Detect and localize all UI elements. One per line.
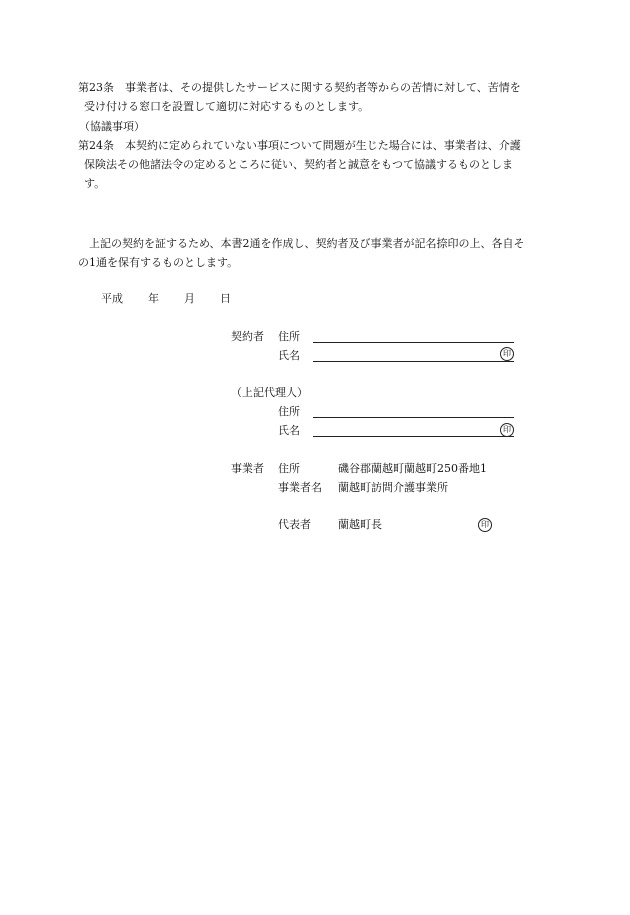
article-24-heading: （協議事項） [79,120,145,133]
business-address-label: 住所 [278,462,300,475]
agent-address-label: 住所 [278,405,300,418]
contractor-name-line [313,361,514,362]
contractor-role: 契約者 [231,330,264,343]
business-role: 事業者 [231,462,264,475]
business-address-value: 磯谷郡蘭越町蘭越町250番地1 [338,462,487,475]
business-name-value: 蘭越町訪問介護事業所 [338,481,448,494]
date-year: 年 [148,292,159,305]
article-23-line-1: 第23条 事業者は、その提供したサービスに関する契約者等からの苦情に対して、苦情を [78,81,521,94]
date-day: 日 [220,292,231,305]
contractor-seal-mark: 印 [500,347,514,361]
article-24-line-2: 保険法その他諸法令の定めるところに従い、契約者と誠意をもつて協議するものとしま [84,158,513,171]
agent-seal-mark: 印 [500,423,514,437]
business-rep-value: 蘭越町長 [338,518,382,531]
closing-line-2: の1通を保有するものとします。 [78,256,239,269]
business-name-label: 事業者名 [278,481,322,494]
contractor-address-label: 住所 [278,330,300,343]
article-24-line-1: 第24条 本契約に定められていない事項について問題が生じた場合には、事業者は、介護 [78,139,521,152]
agent-name-label: 氏名 [278,424,300,437]
agent-role: （上記代理人） [231,386,308,399]
article-24-line-3: す。 [84,177,106,190]
contractor-address-line [313,342,514,343]
article-23-line-2: 受け付ける窓口を設置して適切に対応するものとします。 [84,100,370,113]
agent-name-line [313,436,514,437]
closing-line-1: 上記の契約を証するため、本書2通を作成し、契約者及び事業者が記名捺印の上、各自そ [89,237,525,250]
date-era: 平成 [101,292,123,305]
agent-address-line [313,417,514,418]
date-month: 月 [184,292,195,305]
contractor-name-label: 氏名 [278,349,300,362]
business-seal-mark: 印 [478,518,492,532]
business-rep-label: 代表者 [278,518,311,531]
